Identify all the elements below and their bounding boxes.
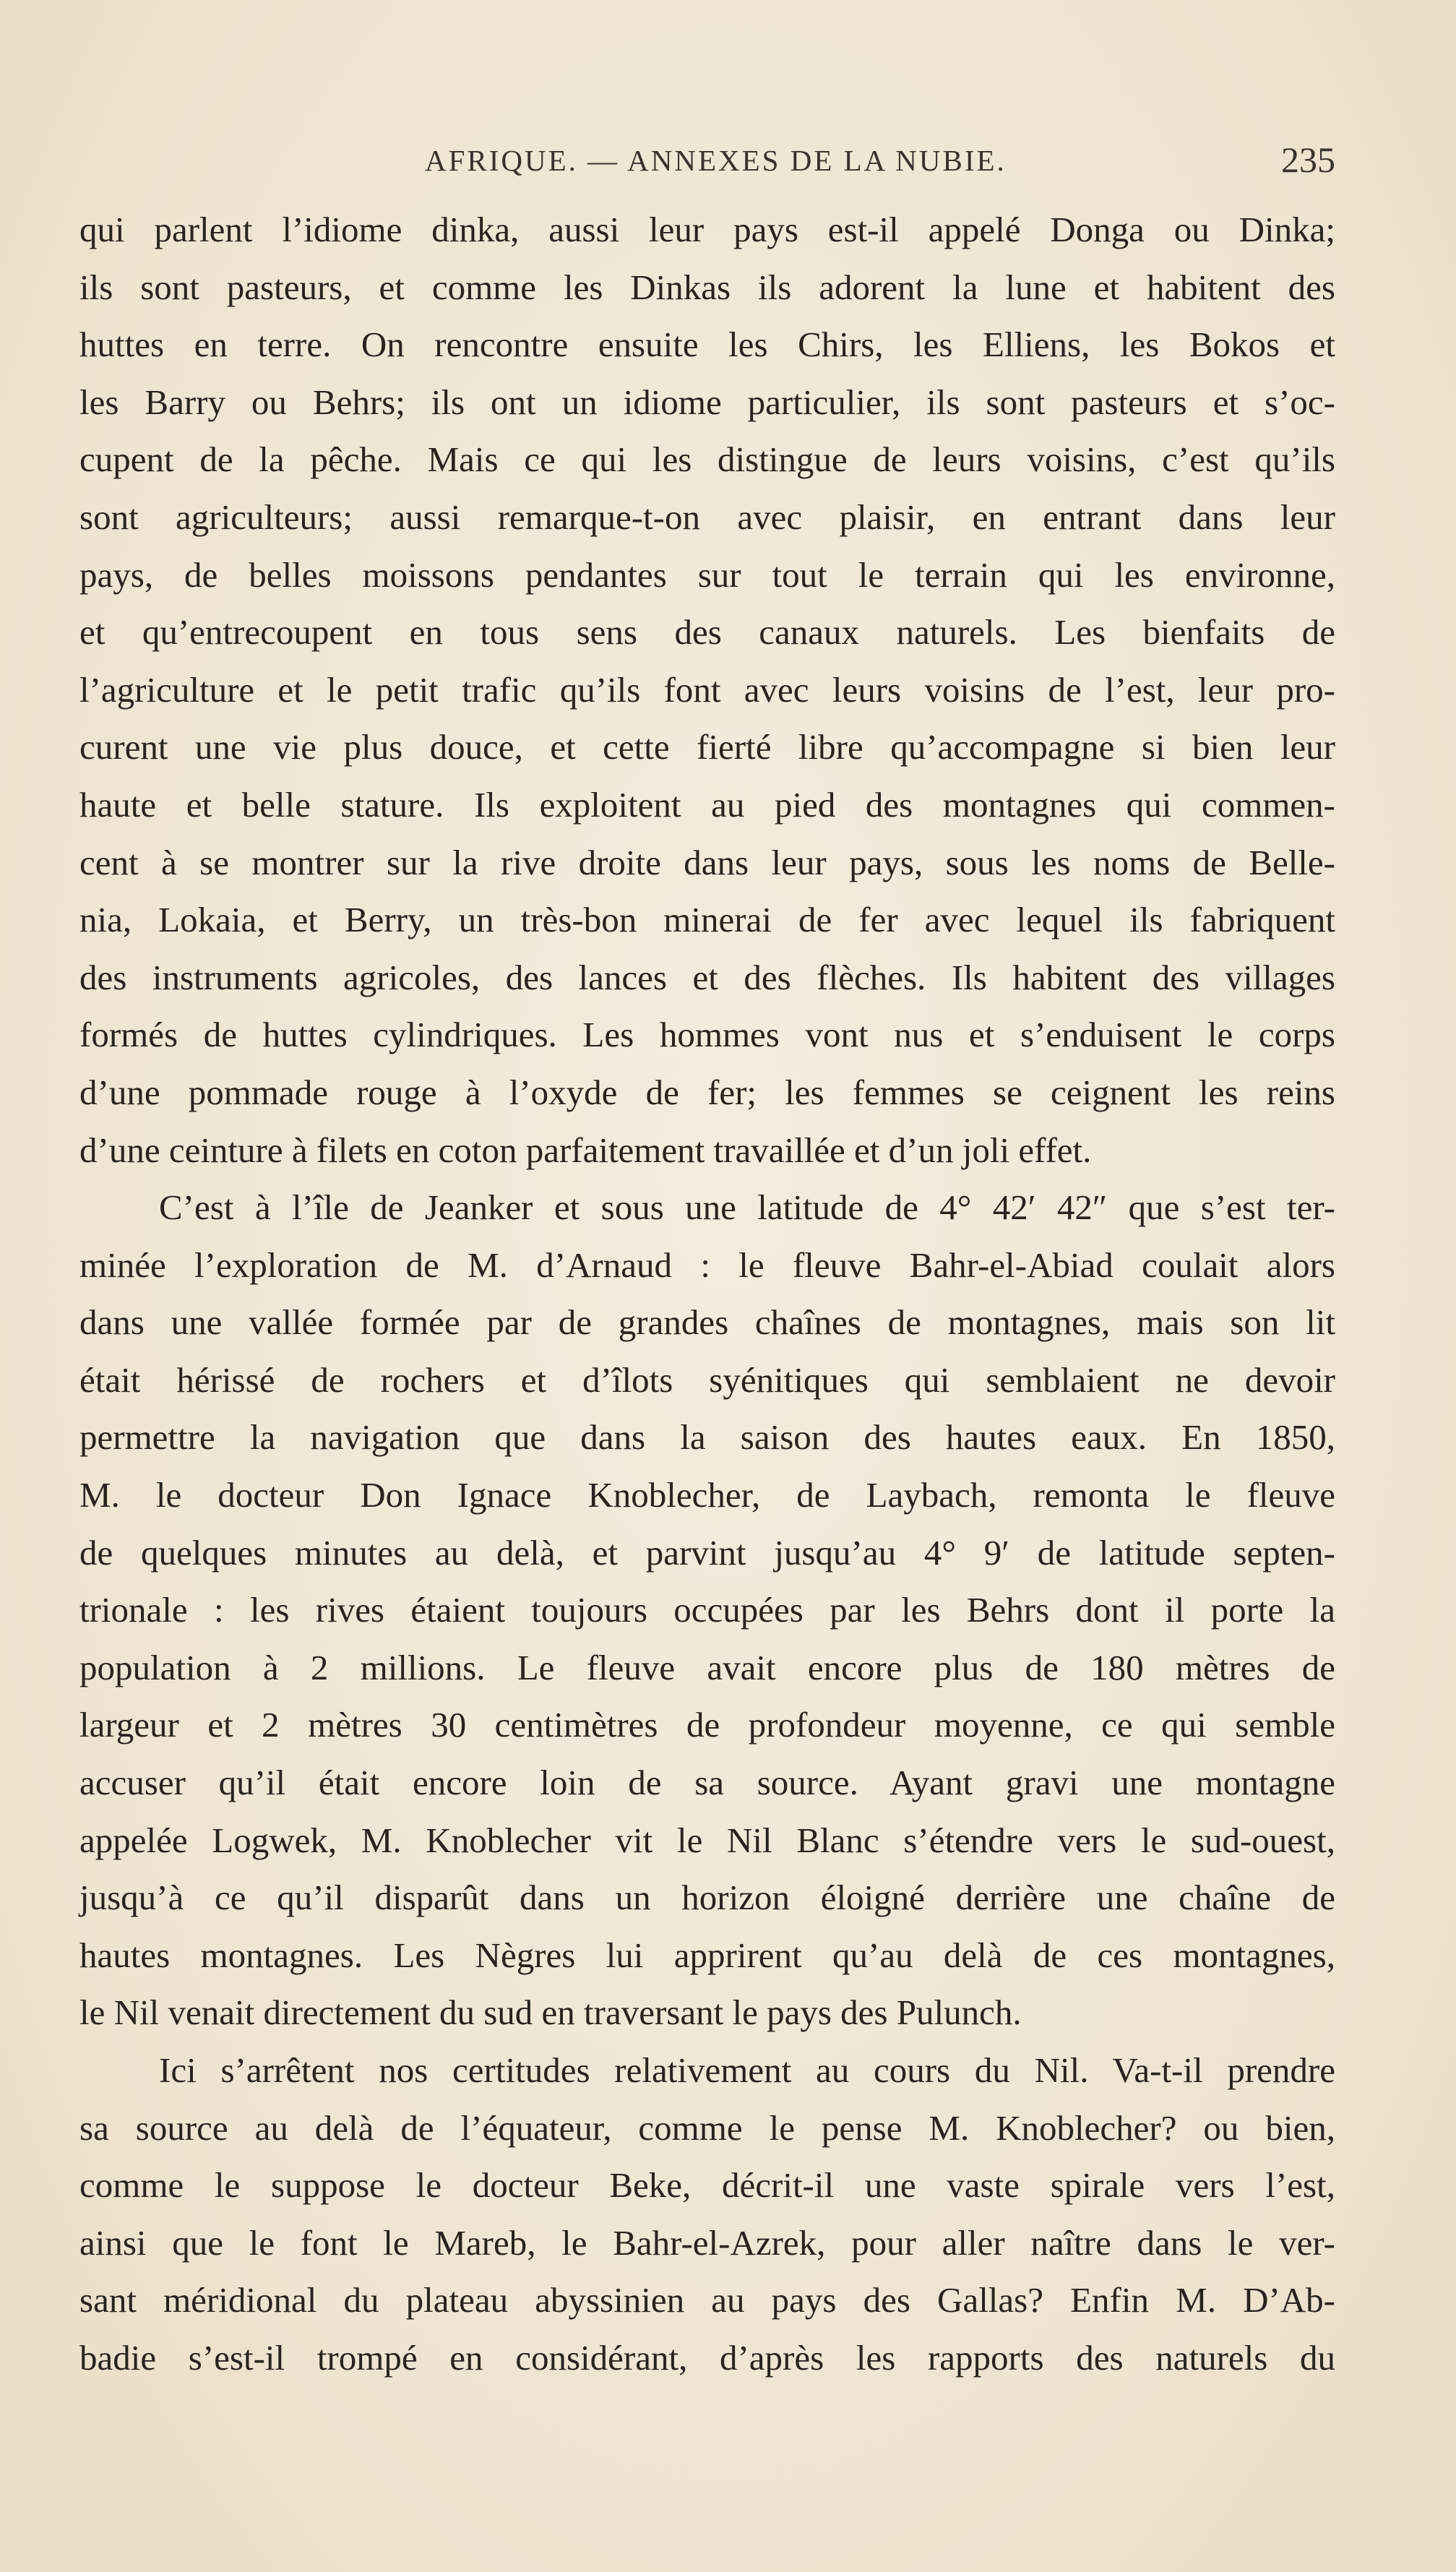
paragraph-end-line: d’une ceinture à filets en coton parfaitement travaillée et d’un joli effet. bbox=[79, 1130, 1092, 1170]
text-line: formés de huttes cylindriques. Les hommes vont nus et s’enduisent le corps bbox=[79, 1015, 1335, 1055]
text-line: trionale : les rives étaient toujours occupées par les Behrs dont il porte la bbox=[79, 1590, 1335, 1630]
running-title: AFRIQUE. — ANNEXES DE LA NUBIE. bbox=[425, 144, 1007, 177]
text-line: population à 2 millions. Le fleuve avait encore plus de 180 mètres de bbox=[79, 1647, 1335, 1687]
text-line: sont agriculteurs; aussi remarque-t-on avec plaisir, en entrant dans leur bbox=[79, 496, 1335, 537]
page-header bbox=[79, 139, 1335, 186]
text-line: cupent de la pêche. Mais ce qui les distingue de leurs voisins, c’est qu’ils bbox=[79, 439, 1335, 480]
text-line: hautes montagnes. Les Nègres lui apprirent qu’au delà de ces montagnes, bbox=[79, 1935, 1335, 1975]
text-line: des instruments agricoles, des lances et des flèches. Ils habitent des villages bbox=[79, 957, 1335, 997]
text-line: nia, Lokaia, et Berry, un très-bon minerai de fer avec lequel ils fabriquent bbox=[79, 900, 1335, 940]
text-line: haute et belle stature. Ils exploitent au pied des montagnes qui commen- bbox=[79, 784, 1335, 825]
text-line: appelée Logwek, M. Knoblecher vit le Nil Blanc s’étendre vers le sud-ouest, bbox=[79, 1820, 1335, 1860]
page-number: 235 bbox=[1281, 139, 1335, 180]
text-line: et qu’entrecoupent en tous sens des canaux naturels. Les bienfaits de bbox=[79, 612, 1335, 653]
text-line: minée l’exploration de M. d’Arnaud : le fleuve Bahr-el-Abiad coulait alors bbox=[79, 1244, 1335, 1285]
text-line: de quelques minutes au delà, et parvint jusqu’au 4° 9′ de latitude septen- bbox=[79, 1532, 1335, 1573]
text-line: huttes en terre. On rencontre ensuite les Chirs, les Elliens, les Bokos et bbox=[79, 324, 1335, 365]
text-line: d’une pommade rouge à l’oxyde de fer; les femmes se ceignent les reins bbox=[79, 1072, 1335, 1112]
text-line: accuser qu’il était encore loin de sa source. Ayant gravi une montagne bbox=[79, 1763, 1335, 1803]
text-line: largeur et 2 mètres 30 centimètres de profondeur moyenne, ce qui semble bbox=[79, 1705, 1335, 1745]
text-line: qui parlent l’idiome dinka, aussi leur pays est-il appelé Donga ou Dinka; bbox=[79, 210, 1335, 249]
text-line: ainsi que le font le Mareb, le Bahr-el-Azrek, pour aller naître dans le ver- bbox=[79, 2222, 1335, 2263]
body-text bbox=[79, 201, 1335, 2387]
text-line: pays, de belles moissons pendantes sur tout le terrain qui les environne, bbox=[79, 554, 1335, 595]
text-line: cent à se montrer sur la rive droite dans leur pays, sous les noms de Belle- bbox=[79, 842, 1335, 882]
text-line: M. le docteur Don Ignace Knoblecher, de Laybach, remonta le fleuve bbox=[79, 1475, 1335, 1515]
text-line: sant méridional du plateau abyssinien au pays des Gallas? Enfin M. D’Ab- bbox=[79, 2280, 1335, 2321]
text-line: l’agriculture et le petit trafic qu’ils font avec leurs voisins de l’est, leur pro- bbox=[79, 669, 1335, 710]
text-line: curent une vie plus douce, et cette fierté libre qu’accompagne si bien leur bbox=[79, 727, 1335, 767]
paragraph-start-line: Ici s’arrêtent nos certitudes relativement au cours du Nil. Va-t-il prendre bbox=[159, 2050, 1335, 2090]
text-line: permettre la navigation que dans la saison des hautes eaux. En 1850, bbox=[79, 1417, 1335, 1458]
text-line: était hérissé de rochers et d’îlots syénitiques qui semblaient ne devoir bbox=[79, 1359, 1335, 1400]
text-line: badie s’est-il trompé en considérant, d’après les rapports des naturels du bbox=[79, 2337, 1335, 2378]
text-line: les Barry ou Behrs; ils ont un idiome particulier, ils sont pasteurs et s’oc- bbox=[79, 382, 1335, 422]
text-line: dans une vallée formée par de grandes chaînes de montagnes, mais son lit bbox=[79, 1302, 1335, 1343]
text-line: sa source au delà de l’équateur, comme le pense M. Knoblecher? ou bien, bbox=[79, 2107, 1335, 2148]
text-line: ils sont pasteurs, et comme les Dinkas ils adorent la lune et habitent des bbox=[79, 267, 1335, 307]
text-line: jusqu’à ce qu’il disparût dans un horizon éloigné derrière une chaîne de bbox=[79, 1878, 1335, 1918]
paragraph-start-line: C’est à l’île de Jeanker et sous une latitude de 4° 42′ 42″ que s’est ter- bbox=[159, 1187, 1335, 1228]
paragraph-end-line: le Nil venait directement du sud en traversant le pays des Pulunch. bbox=[79, 1992, 1022, 2033]
text-line: comme le suppose le docteur Beke, décrit-il une vaste spirale vers l’est, bbox=[79, 2165, 1335, 2206]
